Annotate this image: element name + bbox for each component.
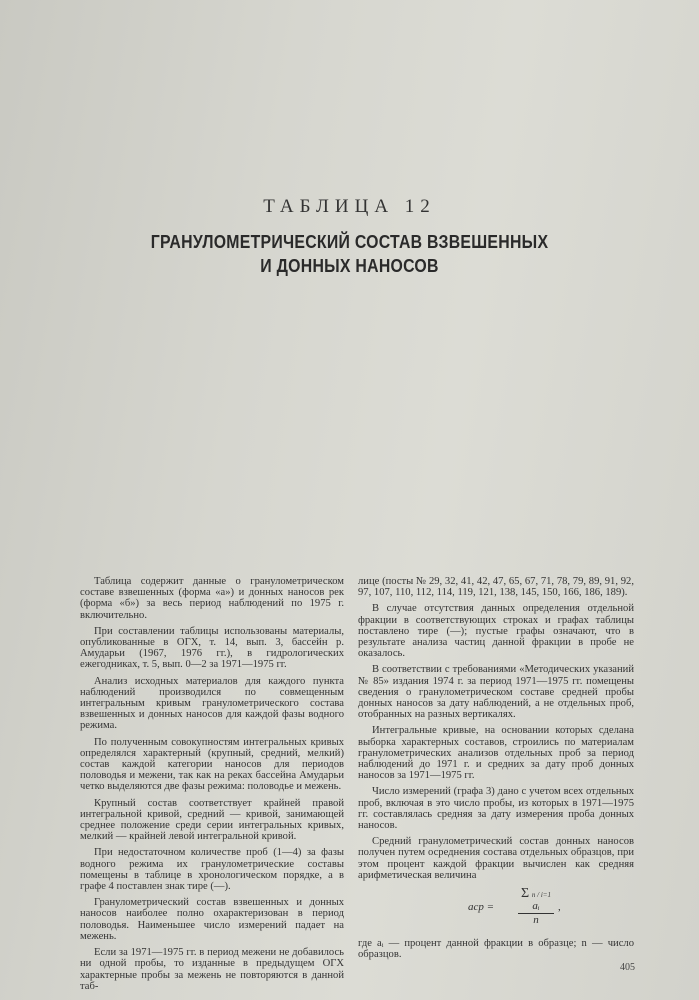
- paragraph: В случае отсутствия данных определения отдельной фракции в соответствующих строках и графах таблицы поставлено тире (—); пустые графы означают, что в результате анализа частиц данной фракции в пробе не оказалось.: [358, 603, 634, 660]
- paragraph: При составлении таблицы использованы материалы, опубликованные в ОГХ, т. 14, вып. 3, бассейн р. Амударьи (1967, 1976 гг.), в гидрологических ежегодниках, т. 5, вып. 0—2 за 1971—1975 гг.: [80, 625, 344, 671]
- paragraph: Крупный состав соответствует крайней правой интегральной кривой, средний — кривой, занимающей среднее положение среди серии интегральных кривых, мелкий — крайней левой интегральной кривой.: [80, 797, 344, 843]
- formula-sum-sign: Σ: [520, 886, 530, 902]
- formula-sum-term: aᵢ: [532, 900, 540, 913]
- text-column-right: [358, 576, 634, 965]
- paragraph: Средний гранулометрический состав донных наносов получен путем осреднения состава отдельных образцов, при этом процент каждой фракции вычислен как средняя арифметическая величина: [358, 836, 634, 881]
- table-number-heading: ТАБЛИЦА 12: [263, 196, 436, 217]
- formula-fraction: [518, 888, 554, 927]
- paragraph: лице (посты № 29, 32, 41, 42, 47, 65, 67, 71, 78, 79, 89, 91, 92, 97, 107, 110, 112, 114, 119, 121, 138, 145, 150, 166, 186, 189).: [358, 576, 634, 599]
- paragraph: Анализ исходных материалов для каждого пункта наблюдений производился по совмещенным интегральным кривым гранулометрического состава взвешенных и донных наносов для каждой фазы водного режима.: [80, 675, 344, 732]
- mean-formula: [358, 886, 634, 932]
- paragraph: Интегральные кривые, на основании которых сделана выборка характерных составов, строились по материалам гранулометрических анализов отдельных проб за период наблюдений до 1971 г. и средних за дату проб донных наносов за 1971—1975 гг.: [358, 725, 634, 782]
- paragraph: При недостаточном количестве проб (1—4) за фазы водного режима их гранулометрические составы помещены в таблице в хронологическом порядке, а в графе 4 поставлен знак тире (—).: [80, 847, 344, 893]
- paragraph: В соответствии с требованиями «Методических указаний № 85» издания 1974 г. за период 1971—1975 гг. помещены сведения о гранулометрическом составе средней пробы донных наносов за дату наблюдений, а не отдельных проб, отобранных на разных вертикалях.: [358, 664, 634, 721]
- formula-lhs: aср =: [468, 901, 495, 914]
- table-title-line-2: И ДОННЫХ НАНОСОВ: [260, 256, 439, 276]
- formula-denominator: n: [533, 914, 539, 927]
- formula-comma: ,: [558, 901, 561, 914]
- paragraph: По полученным совокупностям интегральных кривых определялся характерный (крупный, средний, мелкий) состав каждой категории наносов для периодов половодья и межени, так как на реках бассейна Амударьи четко выделяются две фазы режима: половодье и межень.: [80, 736, 344, 793]
- paragraph: где aᵢ — процент данной фракции в образце; n — число образцов.: [358, 938, 634, 961]
- formula-sum-limits: n / i=1: [531, 891, 552, 900]
- page-number: 405: [620, 962, 635, 973]
- table-title-line-1: ГРАНУЛОМЕТРИЧЕСКИЙ СОСТАВ ВЗВЕШЕННЫХ: [150, 232, 549, 252]
- paragraph: Таблица содержит данные о гранулометрическом составе взвешенных (форма «а») и донных наносов рек (форма «б») за весь период наблюдений по 1975 г. включительно.: [80, 576, 344, 621]
- formula-numerator: [518, 888, 554, 914]
- paragraph: Если за 1971—1975 гг. в период межени не добавилось ни одной пробы, то изданные в предыдущем ОГХ характерные пробы за межень не повторяются в данной таб-: [80, 947, 344, 992]
- text-column-left: [80, 576, 344, 997]
- paragraph: Число измерений (графа 3) дано с учетом всех отдельных проб, включая в это число пробы, из которых в 1971—1975 гг. составлялась средняя за дату измерения проба донных наносов.: [358, 786, 634, 832]
- paragraph: Гранулометрический состав взвешенных и донных наносов наиболее полно охарактеризован в период половодья. Наименьшее число измерений падает на межень.: [80, 897, 344, 942]
